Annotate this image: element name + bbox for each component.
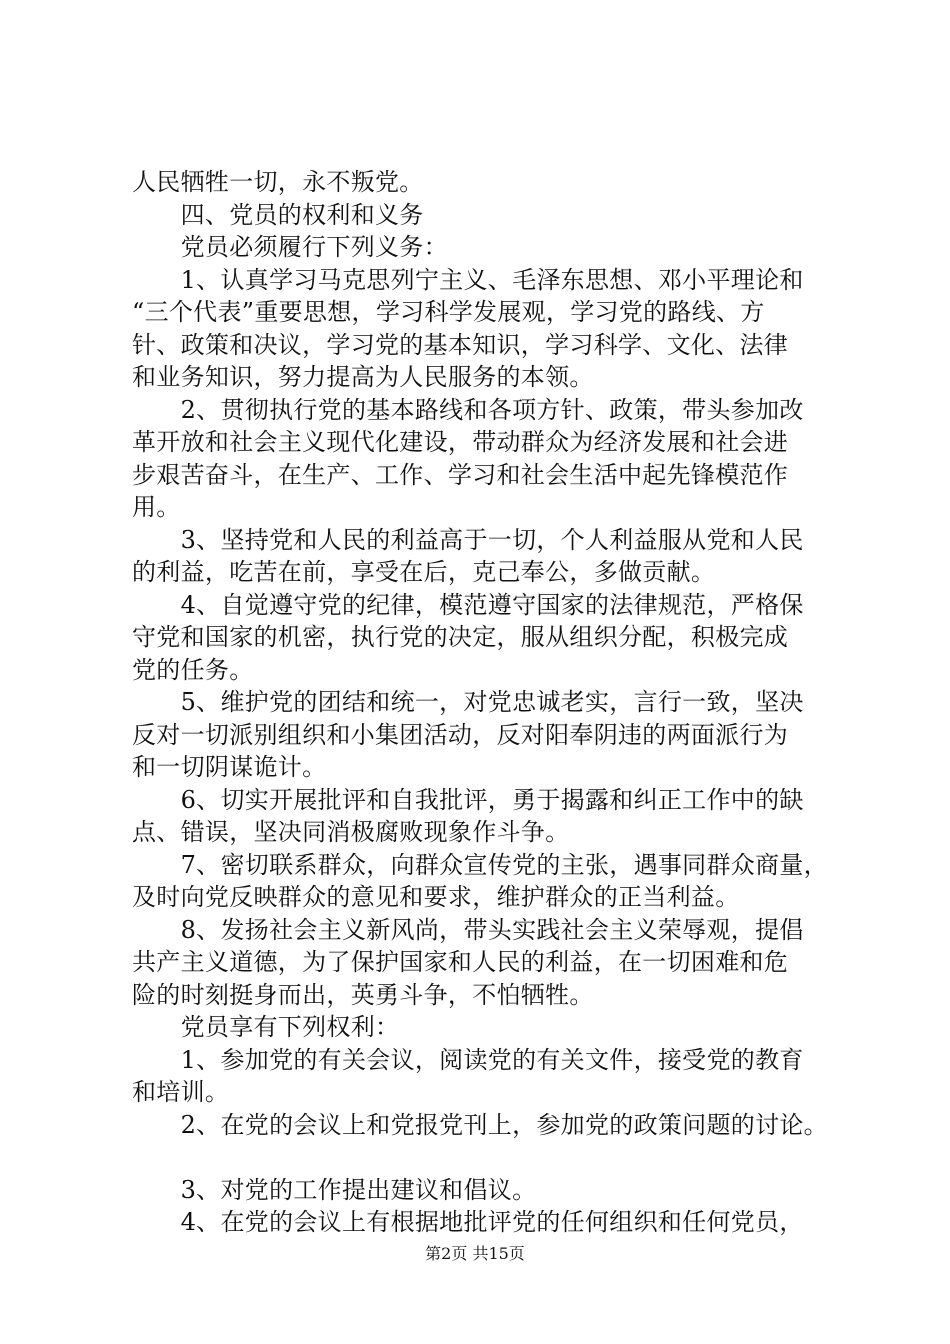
page-footer [0, 1244, 950, 1264]
text-line: 守党和国家的机密，执行党的决定，服从组织分配，积极完成 [132, 623, 789, 651]
text-line: 点、错误，坚决同消极腐败现象作斗争。 [132, 818, 570, 846]
text-line: 2、贯彻执行党的基本路线和各项方针、政策，带头参加改 [132, 395, 804, 424]
text-line: “三个代表”重要思想，学习科学发展观，学习党的路线、方 [132, 298, 765, 326]
text-line: 8、发扬社会主义新风尚，带头实践社会主义荣辱观，提倡 [132, 915, 804, 944]
text-line: 及时向党反映群众的意见和要求，维护群众的正当利益。 [132, 883, 740, 911]
text-line: 1、参加党的有关会议，阅读党的有关文件，接受党的教育 [132, 1045, 804, 1074]
text-line: 反对一切派别组织和小集团活动，反对阳奉阴违的两面派行为 [132, 720, 789, 749]
text-line: 4、自觉遵守党的纪律，模范遵守国家的法律规范，严格保 [132, 590, 804, 619]
text-line: 5、维护党的团结和统一，对党忠诚老实，言行一致，坚决 [132, 688, 804, 716]
text-line: 人民牺牲一切，永不叛党。 [132, 168, 424, 196]
text-line: 党员享有下列权利： [132, 1013, 400, 1041]
text-line: 6、切实开展批评和自我批评，勇于揭露和纠正工作中的缺 [132, 785, 804, 814]
text-line: 党员必须履行下列义务： [132, 233, 448, 261]
text-line: 7、密切联系群众，向群众宣传党的主张，遇事同群众商量， [132, 850, 828, 879]
text-line: 3、对党的工作提出建议和倡议。 [132, 1175, 537, 1204]
section-heading: 四、党员的权利和义务 [132, 200, 424, 229]
text-line: 3、坚持党和人民的利益高于一切，个人利益服从党和人民 [132, 525, 804, 554]
text-line: 用。 [132, 493, 181, 521]
text-line: 党的任务。 [132, 655, 254, 684]
text-line: 针、政策和决议，学习党的基本知识，学习科学、文化、法律 [132, 330, 789, 359]
text-line: 革开放和社会主义现代化建设，带动群众为经济发展和社会进 [132, 428, 789, 456]
text-line: 和一切阴谋诡计。 [132, 753, 327, 781]
text-line: 2、在党的会议上和党报党刊上，参加党的政策问题的讨论。 [132, 1110, 828, 1139]
text-line: 险的时刻挺身而出，英勇斗争，不怕牺牲。 [132, 980, 594, 1009]
text-line: 1、认真学习马克思列宁主义、毛泽东思想、邓小平理论和 [132, 265, 804, 294]
text-line: 和培训。 [132, 1078, 230, 1106]
text-line: 步艰苦奋斗，在生产、工作、学习和社会生活中起先锋模范作 [132, 460, 789, 489]
text-line: 的利益，吃苦在前，享受在后，克己奉公，多做贡献。 [132, 558, 716, 586]
page-number-indicator: 第2页 共15页 [425, 1244, 525, 1263]
text-line: 和业务知识，努力提高为人民服务的本领。 [132, 363, 594, 391]
blank-line [132, 1141, 842, 1174]
text-line: 共产主义道德，为了保护国家和人民的利益，在一切困难和危 [132, 948, 789, 976]
document-body [132, 166, 842, 1239]
text-line: 4、在党的会议上有根据地批评党的任何组织和任何党员， [132, 1208, 804, 1236]
